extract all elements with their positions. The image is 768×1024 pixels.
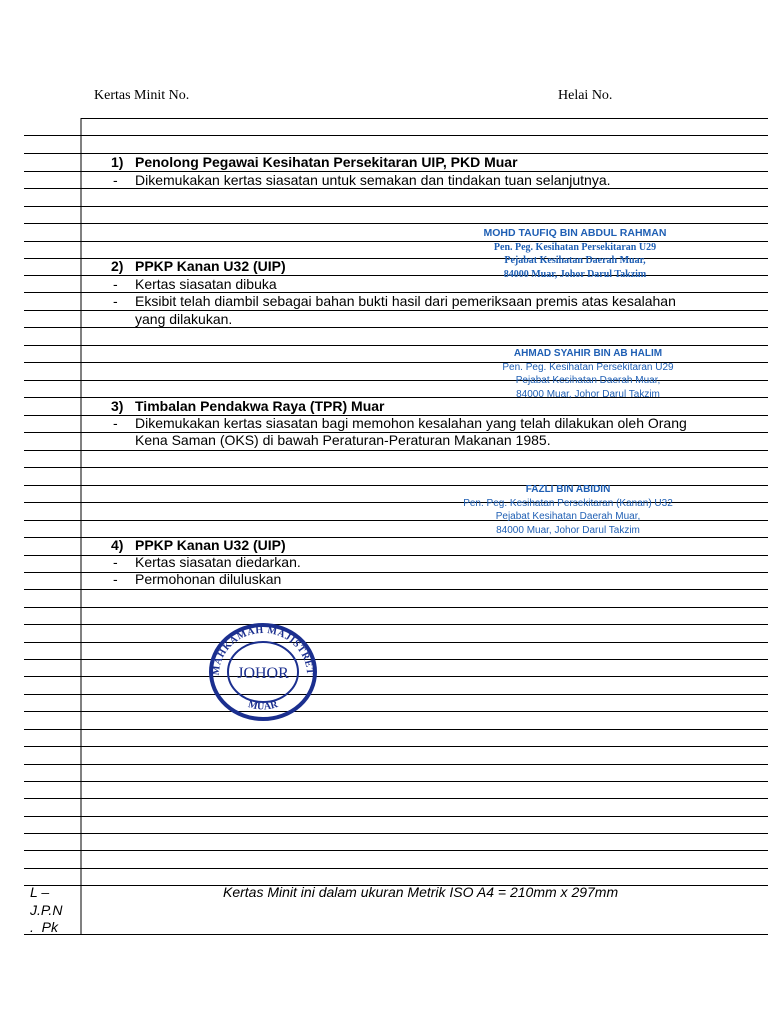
signatory-name: FAZLI BIN ABIDIN — [525, 484, 611, 495]
minute-text: Permohonan diluluskan — [135, 571, 282, 587]
svg-text:MUAR — [247, 699, 280, 713]
signatory-address: 84000 Muar, Johor Darul Takzim — [503, 268, 647, 280]
stamp-center-text: JOHOR — [237, 665, 289, 682]
court-stamp — [205, 617, 321, 721]
signatory-address: 84000 Muar, Johor Darul Takzim — [516, 388, 660, 400]
signatory-name: MOHD TAUFIQ BIN ABDUL RAHMAN — [483, 227, 667, 239]
signatory-title: Pen. Peg. Kesihatan Persekitaran U29 — [502, 361, 674, 373]
form-code: L – J.P.N . Pk — [30, 884, 63, 935]
item-number: 2) — [111, 258, 124, 274]
signatory-office: Pejabat Kesihatan Daerah Muar, — [515, 375, 661, 386]
stamp-top-text: MAHKAMAH MAJISTRET — [210, 624, 316, 676]
item-title: PPKP Kanan U32 (UIP) — [135, 258, 286, 274]
bullet-dash: - — [113, 172, 118, 188]
bullet-dash: - — [113, 571, 118, 587]
signature-block-3 — [440, 483, 696, 537]
signatory-title: Pen. Peg. Kesihatan Persekitaran U29 — [493, 241, 657, 253]
signatory-title: Pen. Peg. Kesihatan Persekitaran (Kanan) U32 — [463, 497, 673, 509]
minute-text: Dikemukakan kertas siasatan untuk semakan dan tindakan tuan selanjutnya. — [135, 172, 611, 188]
bullet-dash: - — [113, 293, 118, 309]
signatory-office: Pejabat Kesihatan Daerah Muar, — [495, 511, 641, 522]
signatory-name: AHMAD SYAHIR BIN AB HALIM — [513, 348, 663, 359]
minute-text: Dikemukakan kertas siasatan bagi memohon kesalahan yang telah dilakukan oleh Orang — [135, 415, 687, 431]
signatory-address: 84000 Muar, Johor Darul Takzim — [496, 524, 640, 536]
signature-block-2 — [478, 347, 698, 401]
minute-text: Kena Saman (OKS) di bawah Peraturan-Peraturan Makanan 1985. — [135, 432, 551, 448]
item-number: 3) — [111, 398, 124, 414]
minute-text: yang dilakukan. — [135, 311, 233, 327]
signature-block-1 — [465, 227, 685, 281]
minute-text: Eksibit telah diambil sebagai bahan bukti hasil dari pemeriksaan premis atas kesalahan — [135, 293, 676, 309]
signatory-office: Pejabat Kesihatan Daerah Muar, — [504, 255, 646, 266]
item-title: Timbalan Pendakwa Raya (TPR) Muar — [135, 398, 385, 414]
bullet-dash: - — [113, 276, 118, 292]
item-title: Penolong Pegawai Kesihatan Persekitaran UIP, PKD Muar — [135, 154, 518, 170]
minit-number-label: Kertas Minit No. — [94, 88, 190, 103]
bullet-dash: - — [113, 554, 118, 570]
minute-text: Kertas siasatan diedarkan. — [135, 554, 301, 570]
minute-text: Kertas siasatan dibuka — [135, 276, 277, 292]
page-number-label: Helai No. — [558, 88, 613, 103]
paper-size-note: Kertas Minit ini dalam ukuran Metrik ISO A4 = 210mm x 297mm — [223, 884, 619, 900]
item-number: 1) — [111, 154, 124, 170]
bullet-dash: - — [113, 415, 118, 431]
item-title: PPKP Kanan U32 (UIP) — [135, 537, 286, 553]
item-number: 4) — [111, 537, 124, 553]
stamp-bottom-text: MUAR — [246, 699, 280, 713]
